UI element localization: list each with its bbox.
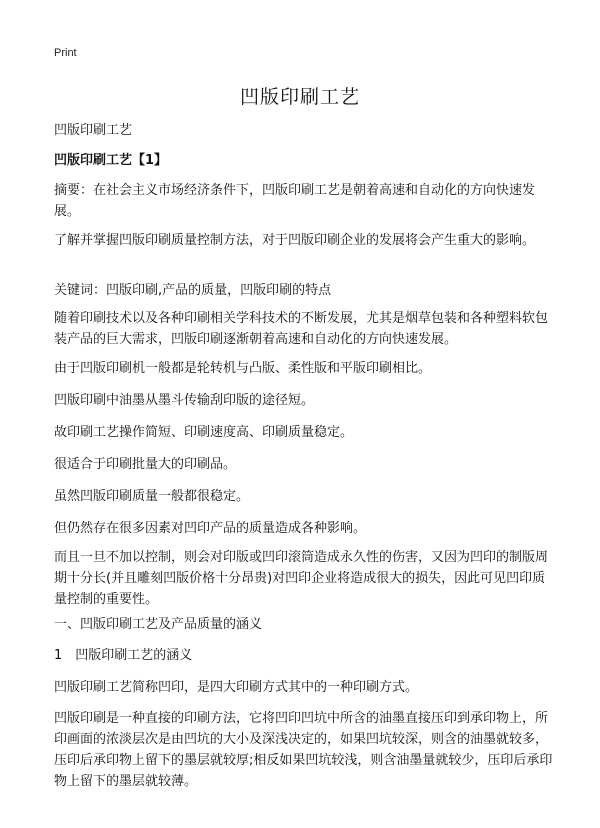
paragraph-batch: 很适合于印刷批量大的印刷品。 — [54, 457, 237, 472]
paragraph-development: 随着印刷技术以及各种印刷相关学科技术的不断发展，尤其是烟草包装和各种塑料软包装产品的巨大需求，凹版印刷逐渐朝着高速和自动化的方向快速发展。 — [54, 311, 549, 347]
paragraph-understanding: 了解并掌握凹版印刷质量控制方法，对于凹版印刷企业的发展将会产生重大的影响。 — [54, 233, 536, 248]
print-label[interactable]: Print — [54, 47, 77, 59]
paragraph-damage: 而且一旦不加以控制，则会对印版或凹印滚筒造成永久性的伤害，又因为凹印的制版周期十分长(并且雕刻凹版价格十分昂贵)对凹印企业将造成很大的损失，因此可见凹印质量控制的重要性。 — [54, 550, 549, 607]
section-heading: 凹版印刷工艺【1】 — [54, 153, 168, 168]
paragraph-factors: 但仍然存在很多因素对凹印产品的质量造成各种影响。 — [54, 521, 367, 536]
paragraph-definition: 凹版印刷工艺简称凹印，是四大印刷方式其中的一种印刷方式。 — [54, 680, 419, 695]
paragraph-abstract: 摘要：在社会主义市场经济条件下，凹版印刷工艺是朝着高速和自动化的方向快速发展。 — [54, 183, 536, 219]
paragraph-stable: 虽然凹版印刷质量一般都很稳定。 — [54, 489, 250, 504]
paragraph-keywords: 关键词：凹版印刷,产品的质量，凹版印刷的特点 — [54, 283, 332, 298]
paragraph-ink-path: 凹版印刷中油墨从墨斗传输刮印版的途径短。 — [54, 393, 315, 408]
document-subtitle: 凹版印刷工艺 — [54, 123, 133, 138]
paragraph-rotary: 由于凹版印刷机一般都是轮转机与凸版、柔性版和平版印刷相比。 — [54, 361, 432, 376]
section-one-heading: 一、凹版印刷工艺及产品质量的涵义 — [54, 617, 263, 632]
subsection-one-heading: 1 凹版印刷工艺的涵义 — [54, 648, 193, 663]
paragraph-direct-method: 凹版印刷是一种直接的印刷方法，它将凹印凹坑中所含的油墨直接压印到承印物上，所印画面的浓淡层次是由凹坑的大小及深浅决定的，如果凹坑较深，则含的油墨就较多，压印后承印物上留下的墨层就较厚;相反如果凹坑较浅，则含油墨量就较少，压印后承印物上留下的墨层就较薄。 — [54, 711, 553, 789]
document-title: 凹版印刷工艺 — [239, 86, 360, 108]
paragraph-process: 故印刷工艺操作简短、印刷速度高、印刷质量稳定。 — [54, 425, 354, 440]
